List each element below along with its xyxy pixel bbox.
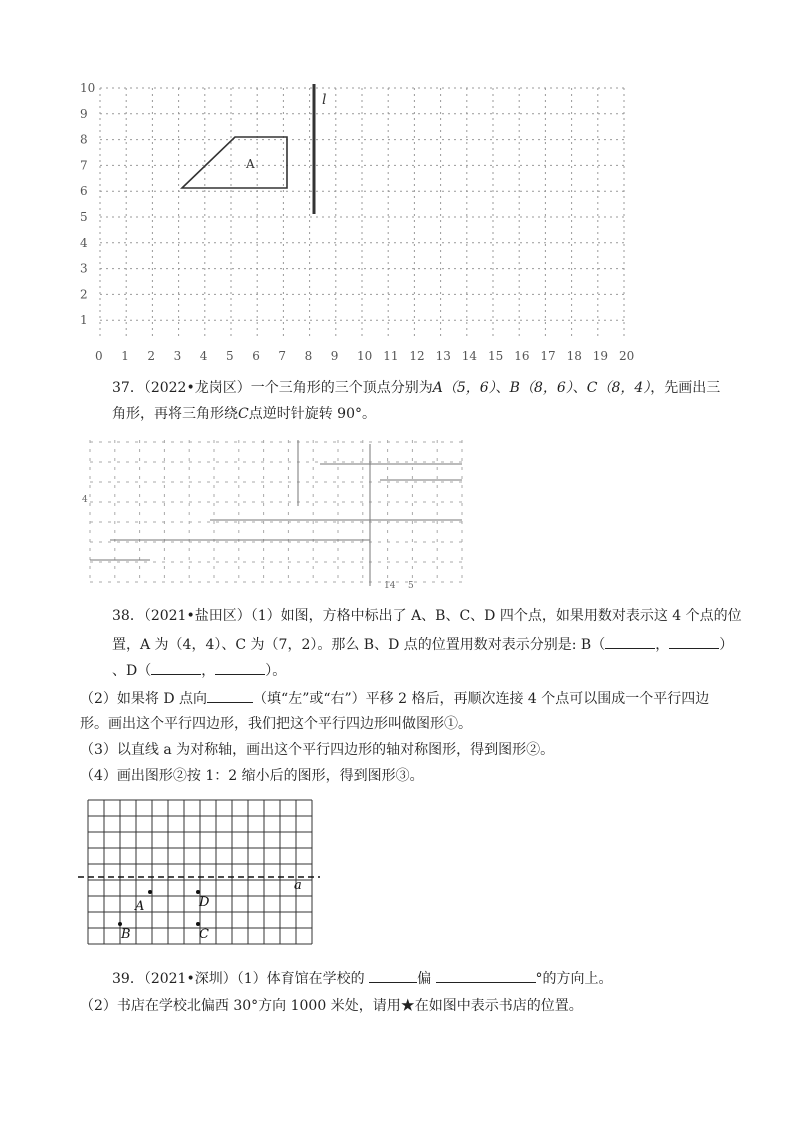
point-d	[196, 890, 200, 894]
grid1-y-label: 1	[80, 313, 88, 328]
grid1-y-label: 4	[80, 235, 88, 250]
q38-line1: 38．（2021•盐田区）（1）如图，方格中标出了 A、B、C、D 四个点，如果用数对表示这 4 个点的位	[112, 608, 742, 624]
q37-grid-label-y: 4	[82, 495, 88, 505]
grid1-x-label: 19	[592, 349, 609, 363]
grid1-x-label: 13	[435, 349, 451, 363]
grid1-x-label: 18	[566, 349, 582, 363]
q37-grid-label-x1: 14	[384, 581, 396, 590]
grid1-x-label: 10	[357, 349, 373, 363]
square-grid-3	[76, 798, 326, 958]
point-c-coord: C（8，4）	[586, 380, 651, 396]
grid1-y-label: 5	[80, 210, 88, 224]
point-a	[148, 890, 152, 894]
point-d-label: D	[199, 895, 210, 910]
grid1-x-label: 16	[514, 349, 530, 363]
q39-source: （2021•深圳）	[143, 971, 237, 987]
grid1-y-label: 10	[80, 81, 96, 95]
point-b-coord: B（8，6）	[509, 380, 573, 396]
grid1-y-label: 8	[80, 132, 88, 147]
answer-blank-direction-1[interactable]	[369, 968, 417, 983]
q38-part2-line1: （2）如果将 D 点向 （填“左”或“右”）平移 2 格后，再顺次连接 4 个点可以围成一个平行四边	[80, 688, 709, 709]
q37-number: 37．	[112, 380, 144, 396]
shape-a-trapezoid	[182, 137, 287, 188]
grid1-x-label: 11	[383, 349, 399, 363]
q38-line3: 、D（ ， ）。	[112, 660, 286, 681]
grid1-y-label: 9	[80, 106, 88, 121]
shape-a-label: A	[246, 157, 255, 171]
grid1-x-label: 20	[619, 349, 635, 363]
grid1-x-label: 7	[278, 349, 287, 363]
point-c	[196, 922, 200, 926]
q37-grid-label-x2: 5	[408, 581, 414, 590]
q38-source: （2021•盐田区）	[143, 608, 251, 624]
answer-blank-b-x[interactable]	[605, 634, 655, 649]
grid1-x-label: 4	[199, 349, 208, 363]
q37-source: （2022•龙岗区）	[143, 380, 251, 396]
grid1-x-label: 3	[173, 349, 182, 363]
grid1-y-label: 3	[80, 261, 88, 276]
point-b	[118, 922, 122, 926]
answer-blank-d-x[interactable]	[151, 660, 201, 675]
grid1-x-label: 15	[488, 349, 504, 363]
q37-line1: 37．（2022•龙岗区）一个三角形的三个顶点分别为A（5，6）、B（8，6）、C（8，4），先画出三	[112, 380, 721, 396]
grid1-y-label: 2	[80, 287, 88, 302]
point-a-coord: A（5，6）	[432, 380, 496, 396]
point-a-label: A	[135, 899, 145, 914]
grid1-x-label: 9	[330, 349, 339, 363]
grid1-x-label: 12	[409, 349, 425, 363]
grid1-x-label: 0	[95, 349, 103, 363]
q39-part2: （2）书店在学校北偏西 30°方向 1000 米处，请用★在如图中表示书店的位置。	[80, 998, 583, 1014]
line-a-label: a	[294, 878, 302, 893]
answer-blank-angle[interactable]	[436, 968, 536, 983]
grid1-y-label: 6	[80, 184, 88, 199]
q38-number: 38．	[112, 608, 144, 624]
coordinate-grid-2	[80, 436, 466, 590]
q39-line1: 39．（2021•深圳）（1）体育馆在学校的 偏 °的方向上。	[112, 968, 613, 989]
grid1-y-label: 7	[80, 158, 88, 173]
line-l-label: l	[322, 92, 327, 108]
coordinate-grid-1	[70, 74, 650, 366]
answer-blank-d-y[interactable]	[215, 660, 265, 675]
point-b-label: B	[121, 927, 131, 942]
grid1-x-label: 6	[252, 349, 260, 363]
grid1-x-label: 2	[147, 349, 156, 363]
grid1-x-label: 5	[226, 349, 234, 363]
q38-line2: 置，A 为（4，4）、C 为（7，2）。那么 B、D 点的位置用数对表示分别是: B（ ， ）	[112, 634, 733, 655]
q39-number: 39．	[112, 971, 144, 987]
q37-line2: 角形，再将三角形绕C点逆时针旋转 90°。	[112, 406, 376, 422]
answer-blank-b-y[interactable]	[669, 634, 719, 649]
q38-part3: （3）以直线 a 为对称轴，画出这个平行四边形的轴对称图形，得到图形②。	[80, 742, 555, 758]
grid1-x-label: 14	[461, 349, 478, 363]
answer-blank-direction[interactable]	[207, 688, 253, 703]
q38-part4: （4）画出图形②按 1：2 缩小后的图形，得到图形③。	[80, 768, 424, 784]
point-c-label: C	[199, 927, 209, 942]
grid1-x-label: 8	[304, 349, 313, 363]
grid1-x-label: 17	[540, 349, 556, 363]
grid1-x-label: 1	[121, 349, 129, 363]
q38-part2-line2: 形。画出这个平行四边形，我们把这个平行四边形叫做图形①。	[80, 716, 472, 732]
